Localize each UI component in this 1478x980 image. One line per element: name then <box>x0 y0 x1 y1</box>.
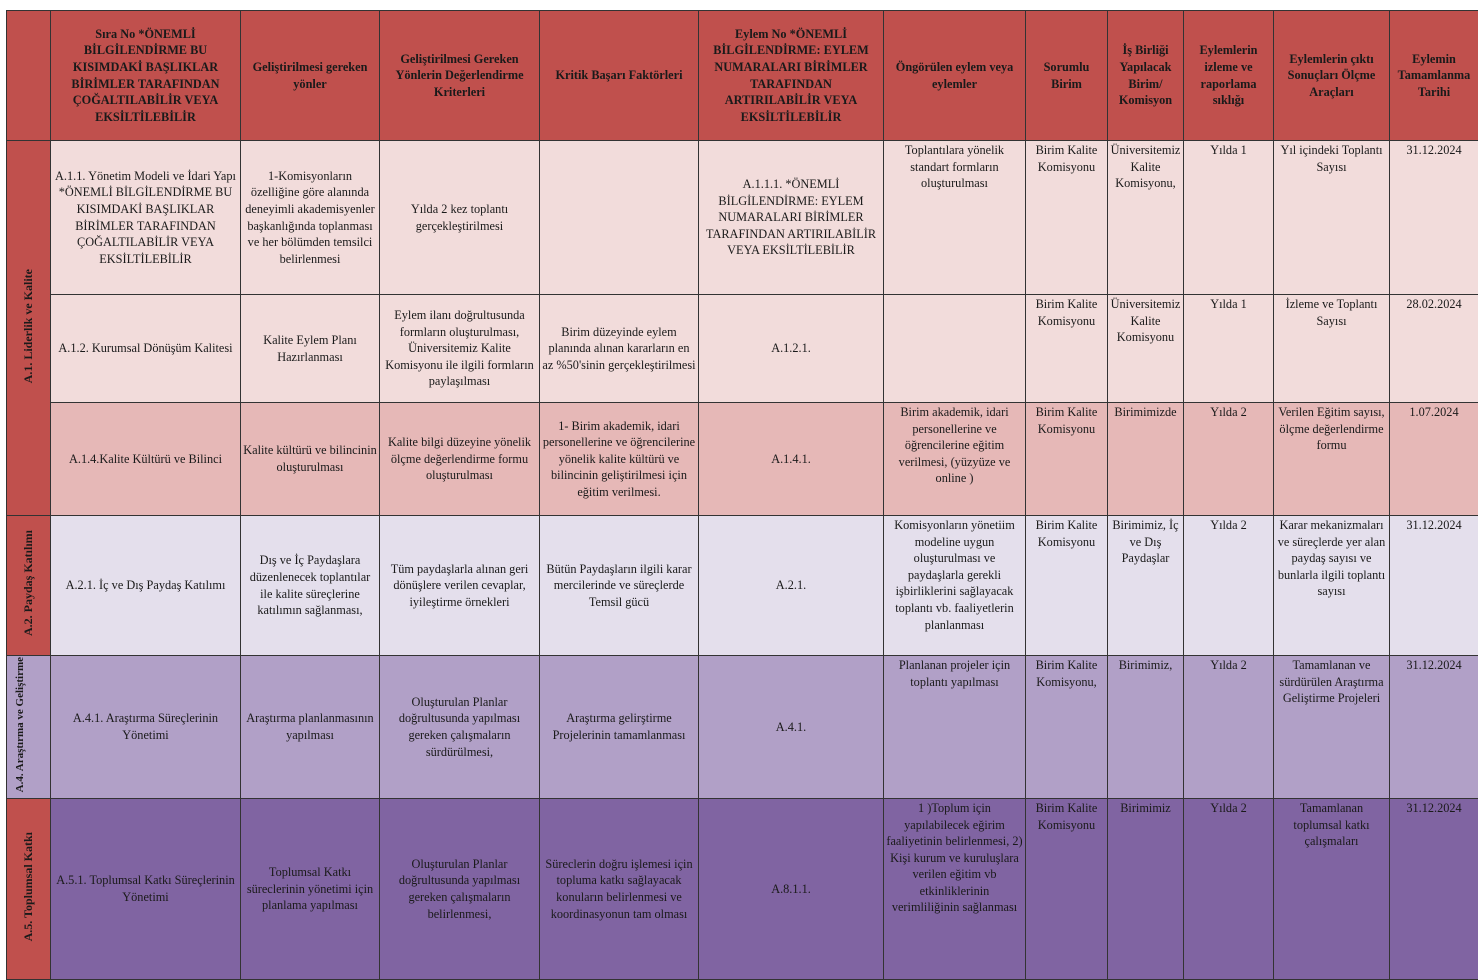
cell-kriter: Yılda 2 kez toplantı gerçekleştirilmesi <box>380 141 540 295</box>
cell-olcme: Verilen Eğitim sayısı, ölçme değerlendirme formu <box>1274 403 1390 516</box>
cell-eylem-no: A.1.4.1. <box>699 403 884 516</box>
cell-tarih: 31.12.2024 <box>1390 798 1478 979</box>
header-cell-sira-no: Sıra No *ÖNEMLİ BİLGİLENDİRME BU KISIMDAKİ BAŞLIKLAR BİRİMLER TARAFINDAN ÇOĞALTILABİLİR VEYA EKSİLTİLEBİLİR <box>51 11 241 141</box>
cell-olcme: Yıl içindeki Toplantı Sayısı <box>1274 141 1390 295</box>
header-cell-ongorulen-eylem: Öngörülen eylem veya eylemler <box>884 11 1026 141</box>
header-cell-kritik-basari: Kritik Başarı Faktörleri <box>540 11 699 141</box>
cell-sira: A.1.4.Kalite Kültürü ve Bilinci <box>51 403 241 516</box>
section-label: A.1. Liderlik ve Kalite <box>22 269 35 383</box>
cell-sorumlu: Birim Kalite Komisyonu <box>1026 403 1108 516</box>
table-row <box>7 141 1478 295</box>
section-label: A.5. Toplumsal Katkı <box>22 832 35 941</box>
cell-eylem-no: A.2.1. <box>699 516 884 656</box>
cell-sorumlu: Birim Kalite Komisyonu <box>1026 516 1108 656</box>
cell-isbirligi: Birimimizde <box>1108 403 1184 516</box>
cell-eylem: Komisyonların yönetiim modeline uygun oluşturulması ve paydaşlarla gerekli işbirliklerini sağlayacak toplantı vb. faaliyetlerin planlanması <box>884 516 1026 656</box>
header-cell-section <box>7 11 51 141</box>
table-row <box>7 798 1478 979</box>
cell-faktor <box>540 141 699 295</box>
cell-olcme: Tamamlanan ve sürdürülen Araştırma Geliştirme Projeleri <box>1274 656 1390 799</box>
cell-sorumlu: Birim Kalite Komisyonu, <box>1026 656 1108 799</box>
cell-eylem: Toplantılara yönelik standart formların oluşturulması <box>884 141 1026 295</box>
cell-eylem-no: A.8.1.1. <box>699 798 884 979</box>
cell-faktor: 1- Birim akademik, idari personellerine ve öğrencilerine yönelik kalite kültürü ve bilincinin geliştirilmesi için eğitim verilmesi. <box>540 403 699 516</box>
cell-eylem: Birim akademik, idari personellerine ve öğrencilerine eğitim verilmesi, (yüzyüze ve online ) <box>884 403 1026 516</box>
cell-faktor: Bütün Paydaşların ilgili karar mercilerinde ve süreçlerde Temsil gücü <box>540 516 699 656</box>
cell-yonler: Kalite kültürü ve bilincinin oluşturulması <box>241 403 380 516</box>
cell-isbirligi: Üniversitemiz Kalite Komisyonu, <box>1108 141 1184 295</box>
cell-siklik: Yılda 2 <box>1184 798 1274 979</box>
cell-yonler: Kalite Eylem Planı Hazırlanması <box>241 295 380 403</box>
cell-sira: A.2.1. İç ve Dış Paydaş Katılımı <box>51 516 241 656</box>
header-cell-olcme-araclari: Eylemlerin çıktı Sonuçları Ölçme Araçları <box>1274 11 1390 141</box>
action-plan-table <box>6 10 1478 980</box>
cell-olcme: Karar mekanizmaları ve süreçlerde yer alan paydaş sayısı ve bunlarla ilgili toplantı sayısı <box>1274 516 1390 656</box>
cell-isbirligi: Birimimiz, <box>1108 656 1184 799</box>
header-cell-tamamlanma-tarihi: Eylemin Tamamlanma Tarihi <box>1390 11 1478 141</box>
cell-isbirligi: Birimimiz <box>1108 798 1184 979</box>
cell-yonler: Araştırma planlanmasının yapılması <box>241 656 380 799</box>
cell-tarih: 31.12.2024 <box>1390 656 1478 799</box>
section-label-cell <box>7 516 51 656</box>
cell-kriter: Tüm paydaşlarla alınan geri dönüşlere verilen cevaplar, iyileştirme örnekleri <box>380 516 540 656</box>
cell-sira: A.1.2. Kurumsal Dönüşüm Kalitesi <box>51 295 241 403</box>
section-label: A.2. Paydaş Katılımı <box>22 530 35 636</box>
header-row <box>7 11 1478 141</box>
header-cell-eylem-no: Eylem No *ÖNEMLİ BİLGİLENDİRME: EYLEM NUMARALARI BİRİMLER TARAFINDAN ARTIRILABİLİR VEYA EKSİLTİLEBİLİR <box>699 11 884 141</box>
cell-yonler: 1-Komisyonların özelliğine göre alanında deneyimli akademisyenler başkanlığında toplanması ve her bölümden temsilci belirlenmesi <box>241 141 380 295</box>
cell-tarih: 1.07.2024 <box>1390 403 1478 516</box>
cell-siklik: Yılda 2 <box>1184 403 1274 516</box>
cell-faktor: Süreclerin doğru işlemesi için topluma katkı sağlayacak konuların belirlenmesi ve koordinasyonun tam olması <box>540 798 699 979</box>
cell-eylem-no: A.4.1. <box>699 656 884 799</box>
section-label-cell <box>7 798 51 979</box>
header-cell-izleme-sikligi: Eylemlerin izleme ve raporlama sıklığı <box>1184 11 1274 141</box>
table-row <box>7 516 1478 656</box>
table-row <box>7 403 1478 516</box>
cell-isbirligi: Birimimiz, İç ve Dış Paydaşlar <box>1108 516 1184 656</box>
cell-eylem: Planlanan projeler için toplantı yapılması <box>884 656 1026 799</box>
cell-eylem: 1 )Toplum için yapılabilecek eğirim faaliyetinin belirlenmesi, 2) Kişi kurum ve kuruluşlara verilen eğitim vb etkinliklerinin verimliliğinin sağlanması <box>884 798 1026 979</box>
header-cell-is-birligi: İş Birliği Yapılacak Birim/ Komisyon <box>1108 11 1184 141</box>
cell-faktor: Araştırma gelirştirme Projelerinin tamamlanması <box>540 656 699 799</box>
cell-sira: A.4.1. Araştırma Süreçlerinin Yönetimi <box>51 656 241 799</box>
cell-yonler: Toplumsal Katkı süreclerinin yönetimi için planlama yapılması <box>241 798 380 979</box>
cell-isbirligi: Üniversitemiz Kalite Komisyonu <box>1108 295 1184 403</box>
header-cell-degerlendirme-kriterleri: Geliştirilmesi Gereken Yönlerin Değerlendirme Kriterleri <box>380 11 540 141</box>
table-row <box>7 295 1478 403</box>
cell-siklik: Yılda 2 <box>1184 516 1274 656</box>
section-label-cell <box>7 656 51 799</box>
cell-siklik: Yılda 2 <box>1184 656 1274 799</box>
cell-tarih: 31.12.2024 <box>1390 141 1478 295</box>
cell-eylem <box>884 295 1026 403</box>
cell-eylem-no: A.1.2.1. <box>699 295 884 403</box>
cell-tarih: 31.12.2024 <box>1390 516 1478 656</box>
cell-sorumlu: Birim Kalite Komisyonu <box>1026 798 1108 979</box>
cell-olcme: Tamamlanan toplumsal katkı çalışmaları <box>1274 798 1390 979</box>
cell-sira: A.5.1. Toplumsal Katkı Süreçlerinin Yönetimi <box>51 798 241 979</box>
section-label: A.4. Araştırma ve Geliştirme <box>14 657 44 792</box>
cell-tarih: 28.02.2024 <box>1390 295 1478 403</box>
cell-siklik: Yılda 1 <box>1184 141 1274 295</box>
cell-kriter: Oluşturulan Planlar doğrultusunda yapılması gereken çalışmaların sürdürülmesi, <box>380 656 540 799</box>
header-cell-sorumlu-birim: Sorumlu Birim <box>1026 11 1108 141</box>
cell-kriter: Kalite bilgi düzeyine yönelik ölçme değerlendirme formu oluşturulması <box>380 403 540 516</box>
cell-faktor: Birim düzeyinde eylem planında alınan kararların en az %50'sinin gerçekleştirilmesi <box>540 295 699 403</box>
cell-kriter: Oluşturulan Planlar doğrultusunda yapılması gereken çalışmaların belirlenmesi, <box>380 798 540 979</box>
cell-sorumlu: Birim Kalite Komisyonu <box>1026 141 1108 295</box>
header-cell-gelistirilmesi-gereken: Geliştirilmesi gereken yönler <box>241 11 380 141</box>
cell-sorumlu: Birim Kalite Komisyonu <box>1026 295 1108 403</box>
cell-sira: A.1.1. Yönetim Modeli ve İdari Yapı *ÖNEMLİ BİLGİLENDİRME BU KISIMDAKİ BAŞLIKLAR BİRİMLER TARAFINDAN ÇOĞALTILABİLİR VEYA EKSİLTİLEBİLİR <box>51 141 241 295</box>
cell-eylem-no: A.1.1.1. *ÖNEMLİ BİLGİLENDİRME: EYLEM NUMARALARI BİRİMLER TARAFINDAN ARTIRILABİLİR VEYA EKSİLTİLEBİLİR <box>699 141 884 295</box>
table-row <box>7 656 1478 799</box>
cell-olcme: İzleme ve Toplantı Sayısı <box>1274 295 1390 403</box>
cell-yonler: Dış ve İç Paydaşlara düzenlenecek toplantılar ile kalite süreçlerine katılımın sağlanması, <box>241 516 380 656</box>
cell-kriter: Eylem ilanı doğrultusunda formların oluşturulması, Üniversitemiz Kalite Komisyonu ile ilgili formların paylaşılması <box>380 295 540 403</box>
section-label-cell <box>7 141 51 516</box>
cell-siklik: Yılda 1 <box>1184 295 1274 403</box>
